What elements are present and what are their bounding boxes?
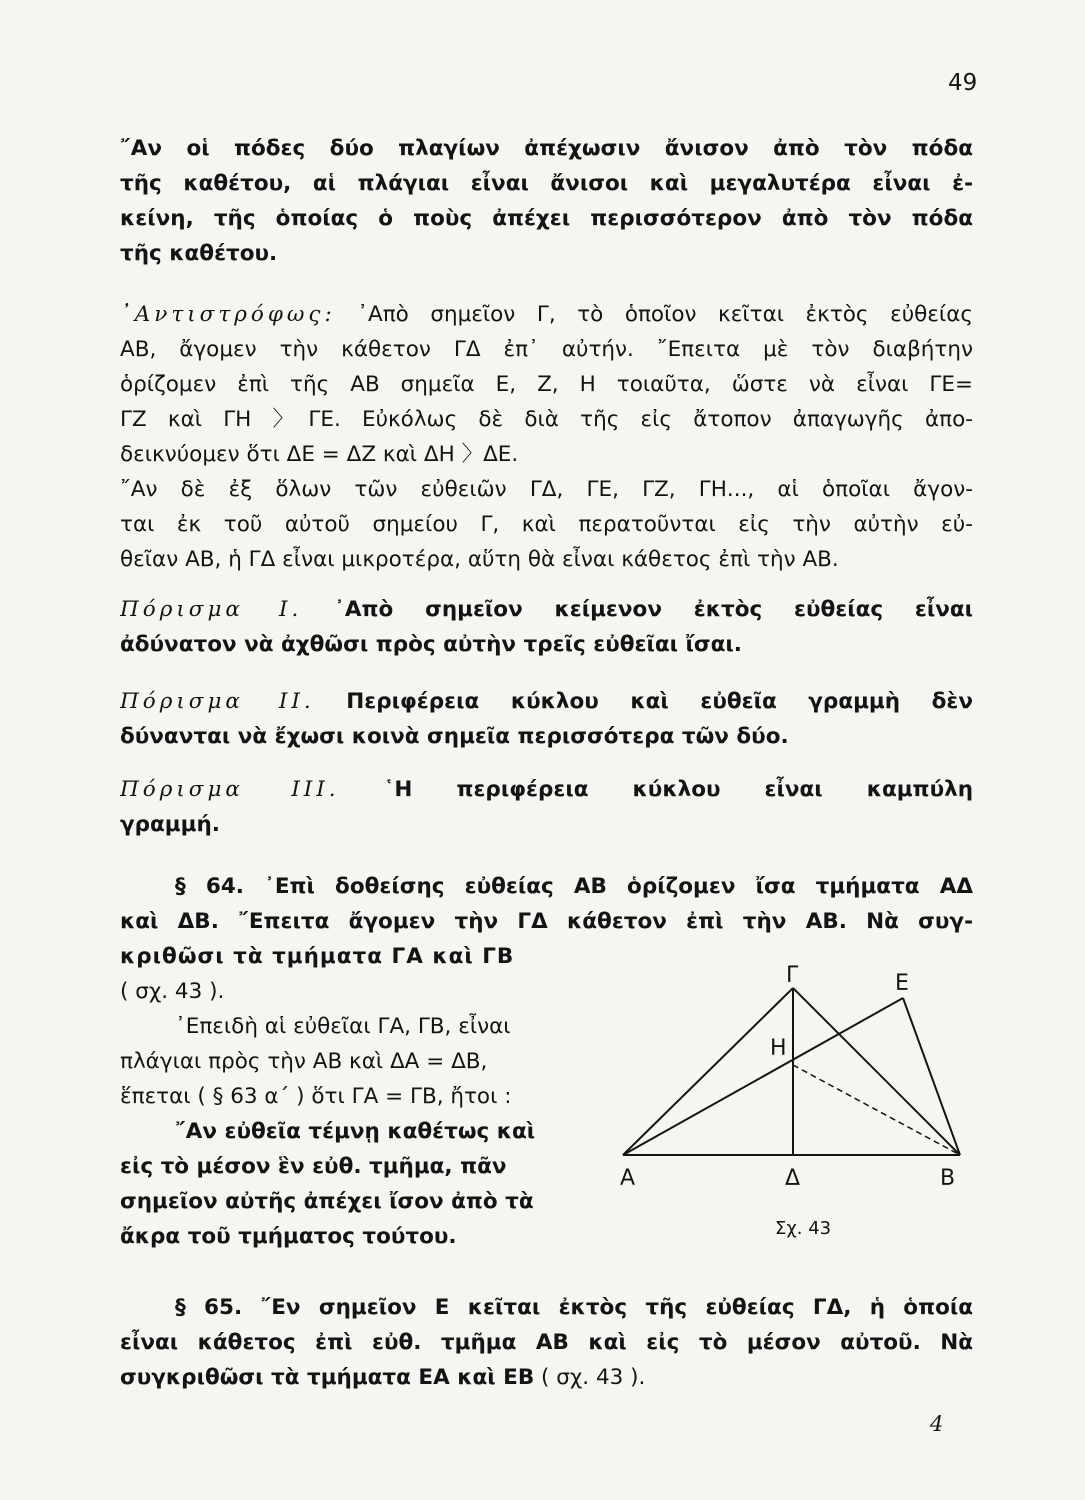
text-line: ἄκρα τοῦ τμήματος τούτου. — [120, 1224, 457, 1249]
text-line: ΑΒ, ἄγομεν τὴν κάθετον ΓΔ ἐπ᾿ αὐτήν. ῎Επειτα μὲ τὸν διαβήτην — [120, 337, 973, 362]
label-e: Ε — [895, 971, 909, 996]
text-line: πλάγιαι πρὸς τὴν ΑΒ καὶ ΔΑ = ΔΒ, — [120, 1049, 488, 1074]
text-span-bold: συγκριθῶσι τὰ τμήματα ΕΑ καὶ ΕΒ — [120, 1365, 535, 1390]
corollary-label: Πόρισμα ΙΙ. — [120, 689, 315, 714]
text-line — [120, 297, 973, 332]
text-line — [120, 1360, 973, 1395]
section-65 — [120, 1290, 973, 1395]
theorem-unequal-obliques — [120, 131, 973, 271]
text-span: ᾿Επὶ δοθείσης εὐθείας ΑΒ ὁρίζομεν ἴσα τμήματα ΑΔ — [243, 874, 973, 899]
text-line: ᾿Επειδὴ αἱ εὐθεῖαι ΓΑ, ΓΒ, εἶναι — [175, 1014, 511, 1039]
text-span: ᾿Απὸ σημεῖον κείμενον ἐκτὸς εὐθείας εἶναι — [302, 597, 973, 622]
text-line: τῆς καθέτου, αἱ πλάγιαι εἶναι ἄνισοι καὶ μεγαλυτέρα εἶναι ἐ- — [120, 171, 973, 196]
section-64-column — [120, 939, 598, 1254]
corollary-3 — [120, 772, 973, 842]
signature-mark: 4 — [930, 1412, 944, 1436]
text-span: ῎Εν σημεῖον Ε κεῖται ἐκτὸς τῆς εὐθείας ΓΔ, ἡ ὁποία — [242, 1295, 973, 1320]
text-line — [120, 869, 973, 904]
text-line — [120, 1290, 973, 1325]
text-line: ἕπεται ( § 63 α΄ ) ὅτι ΓΑ = ΓΒ, ἤτοι : — [120, 1084, 512, 1109]
text-line: γραμμή. — [120, 812, 220, 837]
label-g: Γ — [786, 963, 799, 988]
text-line: δεικνύομεν ὅτι ΔΕ = ΔΖ καὶ ΔΗ 〉ΔΕ. — [120, 442, 519, 467]
text-line — [120, 684, 973, 719]
text-line: εἰς τὸ μέσον ἓν εὐθ. τμῆμα, πᾶν — [120, 1154, 507, 1179]
text-line: κείνη, τῆς ὁποίας ὁ ποὺς ἀπέχει περισσότερον ἀπὸ τὸν πόδα — [120, 206, 973, 231]
text-line: εἶναι κάθετος ἐπὶ εὐθ. τμῆμα ΑΒ καὶ εἰς τὸ μέσον αὐτοῦ. Νὰ — [120, 1330, 973, 1355]
figure-43-diagram — [610, 960, 990, 1250]
label-d: Δ — [785, 1166, 801, 1191]
corollary-label: Πόρισμα Ι. — [120, 597, 303, 622]
section-number: § 65. — [175, 1295, 243, 1320]
text-line — [120, 772, 973, 807]
corollary-2 — [120, 684, 973, 754]
figure-caption: Σχ. 43 — [775, 1218, 832, 1239]
text-span: ᾿Απὸ σημεῖον Γ, τὸ ὁποῖον κεῖται ἐκτὸς εὐθείας — [335, 302, 973, 327]
text-line: ῎Αν δὲ ἐξ ὅλων τῶν εὐθειῶν ΓΔ, ΓΕ, ΓΖ, ΓΗ..., αἱ ὁποῖαι ἄγον- — [120, 477, 973, 502]
corollary-1 — [120, 592, 973, 662]
section-number: § 64. — [175, 874, 244, 899]
text-line: δύνανται νὰ ἔχωσι κοινὰ σημεῖα περισσότερα τῶν δύο. — [120, 724, 789, 749]
text-line: τῆς καθέτου. — [120, 241, 278, 266]
label-b: Β — [940, 1166, 956, 1191]
text-line: ἀδύνατον νὰ ἀχθῶσι πρὸς αὐτὴν τρεῖς εὐθεῖαι ἴσαι. — [120, 632, 742, 657]
text-line: θεῖαν ΑΒ, ἡ ΓΔ εἶναι μικροτέρα, αὕτη θὰ εἶναι κάθετος ἐπὶ τὴν ΑΒ. — [120, 547, 839, 572]
section-64-heading — [120, 869, 973, 939]
page-number: 49 — [948, 70, 978, 96]
label-h: Η — [770, 1036, 787, 1061]
converse-paragraph — [120, 297, 973, 577]
segment-eb — [903, 998, 960, 1155]
figure-43 — [610, 960, 990, 1250]
text-span: Περιφέρεια κύκλου καὶ εὐθεῖα γραμμὴ δὲν — [314, 689, 973, 714]
text-line: κριθῶσι τὰ τμήματα ΓΑ καὶ ΓΒ — [120, 944, 515, 969]
text-span: ῾Η περιφέρεια κύκλου εἶναι καμπύλη — [339, 777, 973, 802]
segment-ea — [623, 998, 903, 1155]
text-line: ται ἐκ τοῦ αὐτοῦ σημείου Γ, καὶ περατοῦνται εἰς τὴν αὐτὴν εὐ- — [120, 512, 973, 537]
label-a: Α — [620, 1166, 636, 1191]
converse-label: ᾿Αντιστρόφως: — [120, 302, 336, 327]
text-line: σημεῖον αὐτῆς ἀπέχει ἴσον ἀπὸ τὰ — [120, 1189, 534, 1214]
text-line: ὁρίζομεν ἐπὶ τῆς ΑΒ σημεῖα Ε, Ζ, Η τοιαῦτα, ὥστε νὰ εἶναι ΓΕ= — [120, 372, 973, 397]
corollary-label: Πόρισμα ΙΙΙ. — [120, 777, 340, 802]
text-line — [120, 592, 973, 627]
segment-hb-dashed — [793, 1065, 960, 1155]
segment-ga — [623, 988, 793, 1155]
text-line: ῎Αν εὐθεῖα τέμνῃ καθέτως καὶ — [175, 1119, 536, 1144]
text-line: καὶ ΔΒ. ῎Επειτα ἄγομεν τὴν ΓΔ κάθετον ἐπὶ τὴν ΑΒ. Νὰ συγ- — [120, 909, 973, 934]
text-line: ΓΖ καὶ ΓΗ 〉ΓΕ. Εὐκόλως δὲ διὰ τῆς εἰς ἄτοπον ἀπαγωγῆς ἀπο- — [120, 407, 973, 432]
text-span: ( σχ. 43 ). — [534, 1365, 646, 1390]
text-line: ῎Αν οἱ πόδες δύο πλαγίων ἀπέχωσιν ἄνισον ἀπὸ τὸν πόδα — [120, 136, 973, 161]
text-line: ( σχ. 43 ). — [120, 979, 225, 1004]
